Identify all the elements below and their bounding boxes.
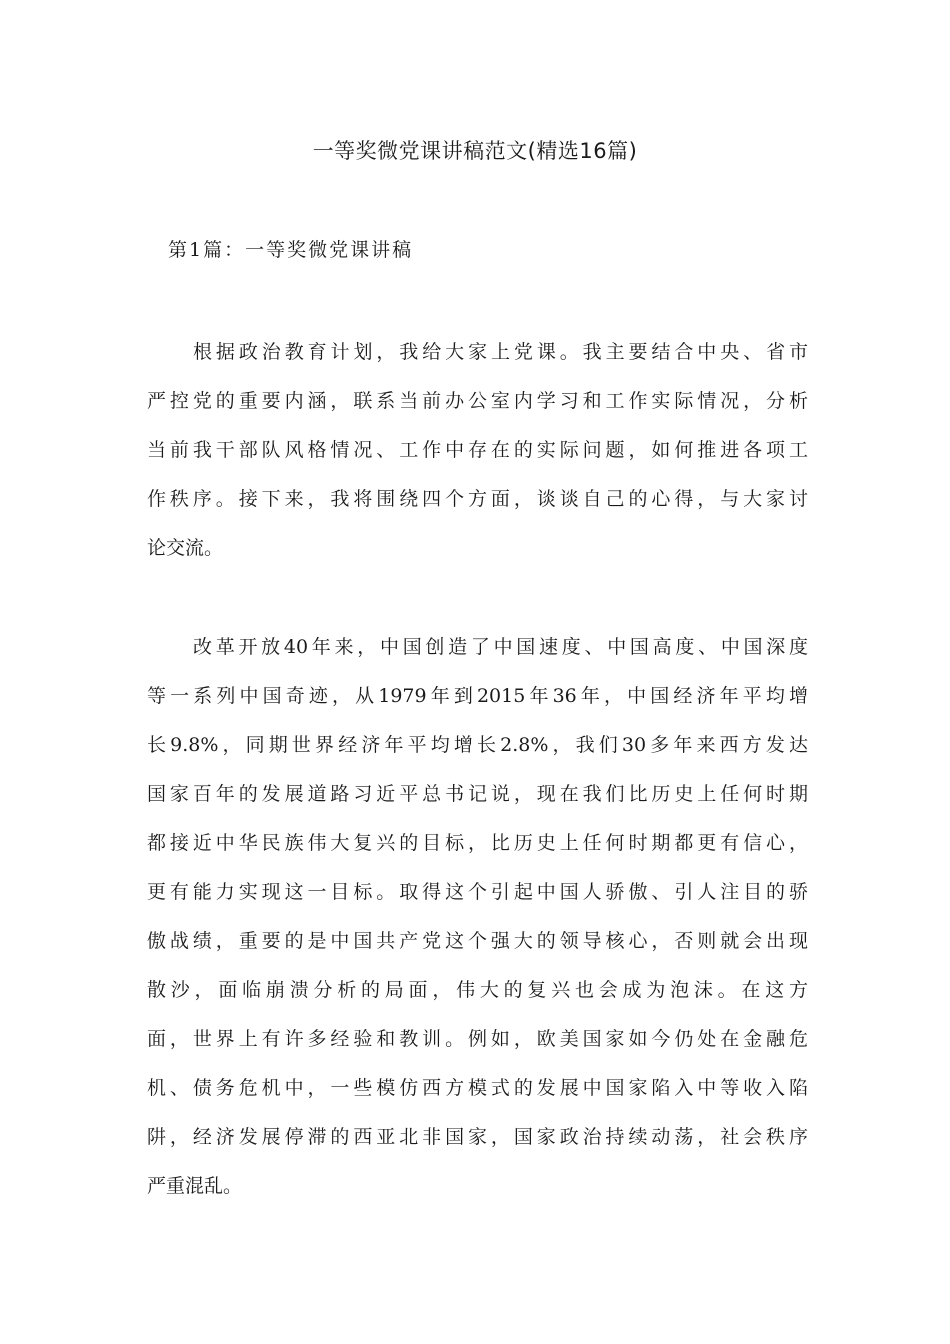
paragraph-line: 面，世界上有许多经验和教训。例如，欧美国家如今仍处在金融危 <box>147 1028 808 1050</box>
paragraph-line: 等一系列中国奇迹，从1979年到2015年36年，中国经济年平均增 <box>147 685 808 707</box>
paragraph-line: 更有能力实现这一目标。取得这个引起中国人骄傲、引人注目的骄 <box>147 881 808 903</box>
paragraph-1 <box>147 328 808 573</box>
paragraph-line: 阱，经济发展停滞的西亚北非国家，国家政治持续动荡，社会秩序 <box>147 1126 808 1148</box>
paragraph-line: 论交流。 <box>147 537 224 559</box>
paragraph-line: 长9.8%，同期世界经济年平均增长2.8%，我们30多年来西方发达 <box>147 734 808 756</box>
document-title: 一等奖微党课讲稿范文(精选16篇) <box>312 139 638 163</box>
paragraph-line: 作秩序。接下来，我将围绕四个方面，谈谈自己的心得，与大家讨 <box>147 488 808 510</box>
paragraph-line: 机、债务危机中，一些模仿西方模式的发展中国家陷入中等收入陷 <box>147 1077 808 1099</box>
paragraph-line: 傲战绩，重要的是中国共产党这个强大的领导核心，否则就会出现 <box>147 930 808 952</box>
paragraph-line: 根据政治教育计划，我给大家上党课。我主要结合中央、省市 <box>193 341 808 363</box>
paragraph-line: 都接近中华民族伟大复兴的目标，比历史上任何时期都更有信心， <box>147 832 808 854</box>
section-heading: 第1篇：一等奖微党课讲稿 <box>168 239 414 261</box>
paragraph-line: 改革开放40年来，中国创造了中国速度、中国高度、中国深度 <box>193 636 808 658</box>
paragraph-line: 国家百年的发展道路习近平总书记说，现在我们比历史上任何时期 <box>147 783 808 805</box>
paragraph-line: 严重混乱。 <box>147 1175 243 1197</box>
paragraph-line: 严控党的重要内涵，联系当前办公室内学习和工作实际情况，分析 <box>147 390 808 412</box>
paragraph-line: 当前我干部队风格情况、工作中存在的实际问题，如何推进各项工 <box>147 439 808 461</box>
paragraph-2 <box>147 623 808 1211</box>
paragraph-line: 散沙，面临崩溃分析的局面，伟大的复兴也会成为泡沫。在这方 <box>147 979 808 1001</box>
